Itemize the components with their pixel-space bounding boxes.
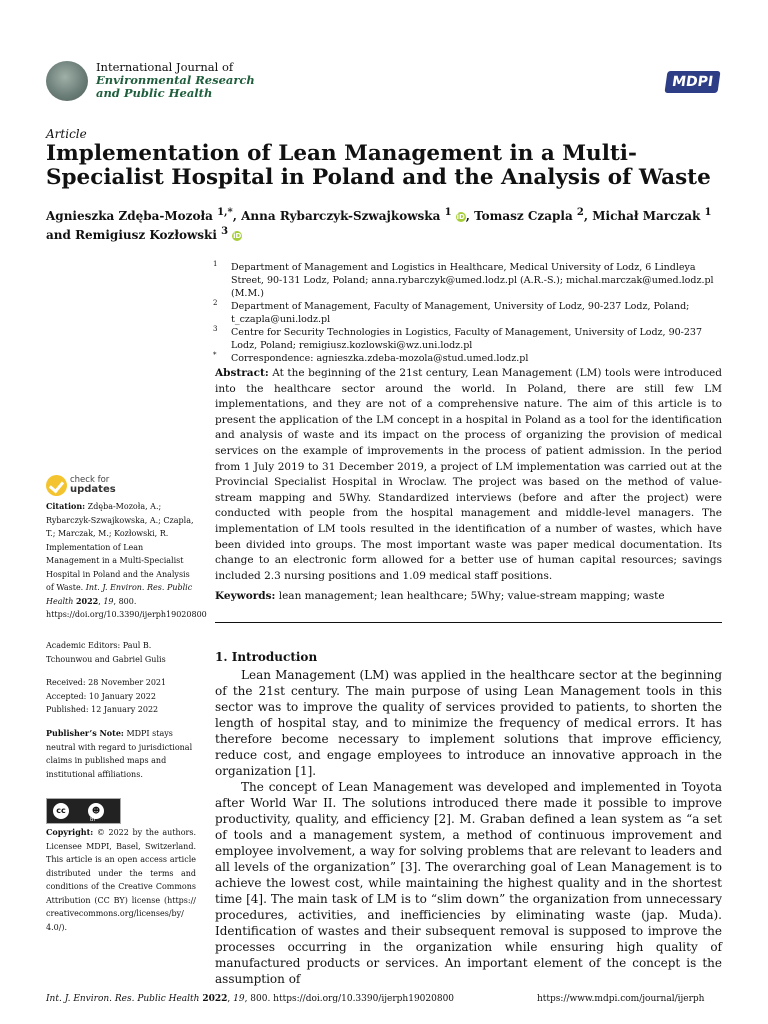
paragraph-2: The concept of Lean Management was developed and implemented in Toyota after World War II. The solutions introduced there made it possible to improve productivity, quality, and efficiency [2]. M. Graban defined a lean system as “a set of tools and a management system, a method of continuous improvement and employee involvement, a way for solving problems that are relevant to leaders and all levels of the organization” [3]. The overarching goal of Lean Management is to achieve the lowest cost, while maintaining the highest quality and in the shortest time [4]. The main task of LM is to “slim down” the organization from unnecessary procedures, activities, and inefficiencies by eliminating waste (jap. Muda). Identification of wastes and their subsequent removal is supposed to improve the processes occurring in the organization while ensuring high quality of manufactured products or services. An important element of the concept is the assumption of [215,780,722,986]
footer-volume: 19 [233,994,245,1004]
keywords-text: lean management; lean healthcare; 5Why; value-stream mapping; waste [278,590,665,602]
dates [46,676,196,717]
check-updates-icon [46,475,67,496]
copyright [46,826,196,934]
author-1-sup: 1,* [217,207,233,218]
author-2-sup: 1 [444,207,452,218]
check-updates-line-1: check for [70,475,110,485]
citation-label: Citation: [46,501,86,511]
accepted-date: Accepted: 10 January 2022 [46,691,156,701]
publisher-note-text: MDPI stays neutral with regard to jurisdictional claims in published maps and institutional affiliations. [46,729,193,779]
section-body [215,667,722,987]
author-list: Agnieszka Zdęba-Mozoła $^{1,*}$, Anna Rybarczyk-Szwajkowska $^1$ iD, Tomasz Czapla $^2$, Michał Marczak $^1$ and Remigiusz Kozłowski $^3$ iD [46,207,712,242]
author-5[interactable]: and Remigiusz Kozłowski [46,228,217,242]
author-4-sup: 1 [704,207,712,218]
journal-line-2: Environmental Research [96,73,255,87]
orcid-icon[interactable]: iD [233,232,242,240]
affiliation-text: Department of Management, Faculty of Management, University of Lodz, 90-237 Lodz, Poland; t_czapla@uni.lodz.pl [231,301,690,325]
affiliation-text: Department of Management and Logistics in Healthcare, Medical University of Lodz, 6 Lindleya Street, 90-131 Lodz, Poland; anna.rybarczyk@umed.lodz.pl (A.R.-S.); michal.marczak@umed.lodz.pl (M.M.) [231,262,714,299]
affiliation-text: Centre for Security Technologies in Logistics, Faculty of Management, University of Lodz, 90-237 Lodz, Poland; remigiusz.kozlowski@wz.uni.lodz.pl [231,327,703,351]
author-2[interactable]: Anna Rybarczyk-Szwajkowska [241,209,441,223]
citation-year: 2022 [75,595,99,606]
journal-line-1: International Journal of [96,60,234,74]
copyright-label: Copyright: [46,827,94,837]
academic-editors: Academic Editors: Paul B. Tchounwou and Gabriel Gulis [46,641,166,664]
divider [215,622,722,623]
affiliation-sup: * [213,351,217,359]
abstract-label: Abstract: [215,367,269,379]
footer-doi[interactable]: , 800. https://doi.org/10.3390/ijerph19020800 [244,994,455,1004]
check-updates-line-2: updates [70,484,116,495]
author-3-sup: 2 [576,207,584,218]
citation: Citation: Zdęba-Mozoła, A.; Rybarczyk-Szwajkowska, A.; Czapla, T.; Marczak, M.; Kozłowski, R. Implementation of Lean Management in a Multi-Specialist Hospital in Poland and the Analysis of Waste. Int. J. Environ. Res. Public Health 2022, 19, 800. https://doi.org/10.3390/ijerph19020800 [46,501,207,619]
by-label: BY [90,817,97,823]
affiliation-sup: 1 [213,260,218,268]
mdpi-logo[interactable]: MDPI [664,71,720,93]
affiliation-text: Correspondence: agnieszka.zdeba-mozola@stud.umed.lodz.pl [231,353,529,364]
publisher-note [46,727,196,781]
author-1[interactable]: Agnieszka Zdęba-Mozoła [46,209,213,223]
author-4[interactable]: Michał Marczak [592,209,701,223]
author-5-sup: 3 [221,226,229,237]
received-date: Received: 28 November 2021 [46,678,167,687]
citation-volume: 19 [103,596,114,606]
footer-year: 2022 [202,994,228,1004]
journal-line-3: and Public Health [96,86,213,100]
copyright-text: © 2022 by the authors. Licensee MDPI, Basel, Switzerland. This article is an open access article distributed under the terms and conditions of the Creative Commons Attribution (CC BY) license (https:// creativecommons.org/licenses/by/ 4.0/). [46,828,196,932]
footer-url[interactable]: https://www.mdpi.com/journal/ijerph [537,994,705,1004]
affiliation-sup: 2 [213,299,218,307]
keywords-label: Keywords: [215,590,276,602]
affiliations [213,261,723,365]
article-title: Implementation of Lean Management in a Multi-Specialist Hospital in Poland and the Analysis of Waste [46,141,711,190]
paragraph-1: Lean Management (LM) was applied in the healthcare sector at the beginning of the 21st century. The main purpose of using Lean Management tools in this sector was to improve the quality of services provided to patients, to shorten the length of hospital stay, and to minimize the frequency of medical errors. It has therefore become necessary to implement solutions that improve efficiency, reduce cost, and engage employees to introduce an innovative approach in the organization [1]. [215,668,722,778]
journal-logo-icon [46,61,88,101]
correspondence [213,352,723,365]
section-heading: 1. Introduction [215,650,318,664]
citation-doi[interactable]: , 800. https://doi.org/10.3390/ijerph19020800 [46,596,207,619]
cc-icon: cc [52,802,70,820]
person-icon: ☻ [87,802,105,820]
affiliation-sup: 3 [213,325,218,333]
citation-text: Zdęba-Mozoła, A.; Rybarczyk-Szwajkowska, A.; Czapla, T.; Marczak, M.; Kozłowski, R. Implementation of Lean Management in a Multi-Specialist Hospital in Poland and the Analysis of Waste. [46,502,194,592]
journal-name [96,61,255,100]
article-type: Article [46,127,87,141]
citation-journal: Int. J. Environ. Res. Public Health [46,583,193,606]
published-date: Published: 12 January 2022 [46,705,159,714]
author-3[interactable]: Tomasz Czapla [474,209,573,223]
abstract-text: At the beginning of the 21st century, Lean Management (LM) tools were introduced into the healthcare sector around the world. In Poland, there are still few LM implementations, and they are not of a comprehensive nature. The aim of this article is to present the application of the LM concept in a hospital in Poland as a tool for the identification and analysis of waste and its impact on the process of organizing the provision of medical services on the example of improvements in the process of patient admission. In the period from 1 July 2019 to 31 December 2019, a project of LM implementation was carried out at the Provincial Specialist Hospital in Wroclaw. The project was based on the method of value-stream mapping and 5Why. Standardized interviews (before and after the project) were conducted with people from the hospital management and middle-level managers. The implementation of LM tools resulted in the identification of a number of wastes, which have been divided into groups. The most important waste was paper medical documentation. Its change to an electronic form allowed for a better use of human capital resources; savings included 2.3 nursing positions and 1.09 medical staff positions. [215,367,722,582]
publisher-note-label: Publisher’s Note: [46,728,124,738]
affiliation-1 [213,261,723,300]
footer-journal: Int. J. Environ. Res. Public Health [46,994,200,1004]
abstract [215,366,722,584]
footer-citation: Int. J. Environ. Res. Public Health 2022, 19, 800. https://doi.org/10.3390/ijerph19020800 [46,994,455,1004]
cc-by-license-badge[interactable] [46,798,121,824]
affiliation-2 [213,300,723,326]
orcid-icon[interactable]: iD [456,213,465,221]
affiliation-3 [213,326,723,352]
keywords [215,589,722,604]
